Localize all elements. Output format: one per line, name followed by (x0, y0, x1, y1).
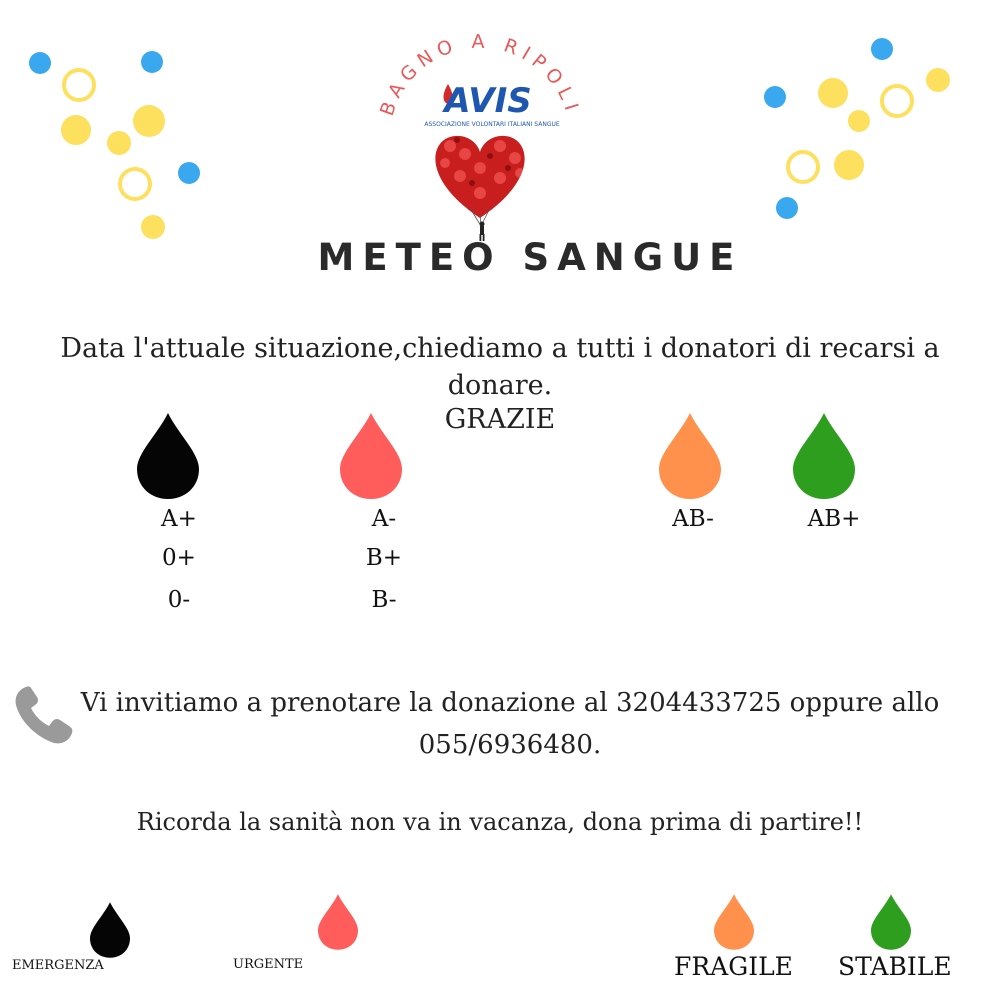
blood-type-b-positive: B+ (365, 545, 403, 571)
legend-emergenza-label: EMERGENZA (12, 958, 104, 973)
legend-urgente-label: URGENTE (233, 957, 304, 972)
yellow-ring (880, 84, 914, 118)
page-title: METEO SANGUE (317, 236, 743, 279)
thanks-text: GRAZIE (444, 404, 556, 435)
avis-logo-graphic (360, 28, 600, 248)
legend-stable-drop-icon (871, 894, 911, 950)
fragile-drop-icon (659, 413, 721, 499)
legend-fragile-label: FRAGILE (674, 952, 793, 981)
blood-type-0-positive: 0+ (162, 545, 196, 571)
blood-type-ab-negative: AB- (672, 506, 714, 532)
booking-line-2: 055/6936480. (418, 730, 602, 760)
avis-tagline: ASSOCIAZIONE VOLONTARI ITALIANI SANGUE (424, 121, 560, 128)
legend-urgent-drop-icon (318, 894, 358, 950)
yellow-dot (848, 110, 870, 132)
intro-text: Data l'attuale situazione,chiediamo a tutti i donatori di recarsi a donare. (60, 333, 940, 401)
yellow-dot (834, 150, 864, 180)
blood-type-ab-positive: AB+ (807, 506, 861, 532)
blue-dot (871, 38, 893, 60)
balloon-heart-icon (420, 128, 550, 228)
blue-dot (764, 86, 786, 108)
avis-wordmark: AVIS (444, 81, 532, 121)
stable-drop-icon (793, 413, 855, 499)
blue-dot (178, 162, 200, 184)
legend-fragile-drop-icon (714, 894, 754, 950)
reminder-text: Ricorda la sanità non va in vacanza, dona prima di partire!! (136, 808, 864, 836)
blue-dot (776, 197, 798, 219)
blue-dot (29, 52, 51, 74)
legend-stabile-label: STABILE (838, 952, 952, 981)
avis-logo (360, 28, 600, 248)
blood-type-0-negative: 0- (167, 587, 191, 613)
emergency-drop-icon (137, 413, 199, 499)
yellow-ring (118, 167, 152, 201)
legend-emergency-drop-icon (90, 902, 130, 958)
blood-type-b-negative: B- (371, 587, 397, 613)
yellow-dot (133, 105, 165, 137)
booking-text (60, 682, 960, 766)
yellow-dot (107, 131, 131, 155)
arc-text: BAGNO A RIPOLI (375, 30, 584, 119)
blood-type-a-positive: A+ (161, 506, 197, 532)
booking-line-1: Vi invitiamo a prenotare la donazione al 3204433725 oppure allo (80, 688, 940, 718)
yellow-dot (926, 68, 950, 92)
yellow-dot (61, 115, 91, 145)
yellow-ring (62, 68, 96, 102)
yellow-dot (818, 78, 848, 108)
blue-dot (141, 51, 163, 73)
yellow-ring (786, 150, 820, 184)
urgent-drop-icon (340, 413, 402, 499)
blood-type-a-negative: A- (371, 506, 397, 532)
